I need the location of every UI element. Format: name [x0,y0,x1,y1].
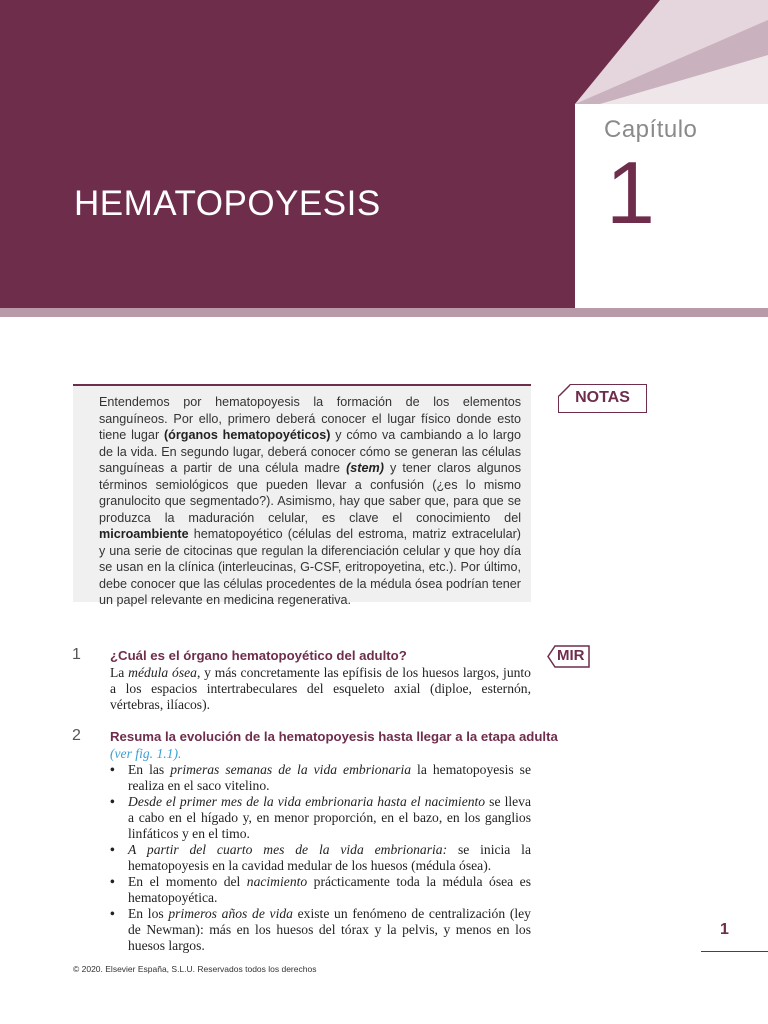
question-2-figure-reference [110,746,531,762]
intro-text-segment: hematopoyético (células del estroma, matriz extracelular) y una serie de citocinas que regulan la diferenciación celular y que hoy día se usan en la clínica (interleucinas, G-CSF, eritropoyetina, etc.). Por último, debe conocer que las células procedentes de la médula ósea podrían tener un papel relevante en medicina regenerativa. [99,527,521,607]
bullet-icon: • [110,906,115,921]
figure-ref-open: (ver [110,746,136,761]
list-item-text-segment: En los [128,906,169,921]
list-item-text-segment: se lleva a cabo en el hígado y, en menor proporción, en el bazo, en los ganglios linfáticos y en el timo. [128,794,531,841]
list-item-text-segment: existe un fenómeno de centralización (ley de Newman): más en los huesos del tórax y la pelvis, y menos en los huesos largos. [128,906,531,953]
list-item [110,762,531,794]
mir-label: MIR [557,647,585,664]
list-item-text-segment: A partir del cuarto mes de la vida embrionaria: [128,842,448,857]
question-1-answer-segment: médula ósea [128,665,197,680]
list-item-text-segment: En las [128,762,171,777]
question-1-answer-segment: , y más concretamente las epífisis de los huesos largos, junto a los espacios intertrabeculares del esqueleto axial (diploe, esternón, vértebras, ilíacos). [110,665,531,712]
mir-tag [547,645,590,668]
question-1-title: ¿Cuál es el órgano hematopoyético del adulto? [110,648,407,663]
question-2-number: 2 [72,727,81,744]
question-2-title: Resuma la evolución de la hematopoyesis hasta llegar a la etapa adulta [110,729,558,744]
chapter-title: HEMATOPOYESIS [74,184,381,223]
chapter-label: Capítulo [604,116,698,143]
list-item-text-segment: la hematopoyesis se realiza en el saco vitelino. [128,762,532,793]
bullet-icon: • [110,794,115,809]
page-number: 1 [720,921,729,938]
bullet-icon: • [110,762,115,777]
list-item [110,906,531,954]
question-1-answer-segment: La [110,665,129,680]
list-item-text-segment: prácticamente toda la médula ósea es hematopoyética. [128,874,531,905]
list-item [110,874,531,906]
list-item [110,842,531,874]
list-item [110,794,531,842]
intro-text-segment: y cómo va cambiando a lo largo de la vida. En segundo lugar, deberá conocer cómo se generan las células sanguíneas a partir de una célula madre [99,428,522,475]
header-rule [0,308,768,317]
figure-ref-link[interactable]: fig. 1.1 [135,746,174,761]
intro-summary-text [99,394,521,609]
question-1-number: 1 [72,646,81,663]
intro-text-segment: Entendemos por hematopoyesis la formación de los elementos sanguíneos. Por ello, primero deberá conocer el lugar físico donde esto tiene lugar [99,395,521,442]
hematopoiesis-stages-list [110,762,531,954]
question-1-answer [110,665,531,713]
bullet-icon: • [110,874,115,889]
list-item-text-segment: En el momento del [128,874,247,889]
intro-text-segment: y tener claros algunos términos semiológicos que pueden llevar a confusión (¿es lo mismo granulocito que segmentado?). Asimismo, hay que saber que, para que se produzca la maduración celular, es clave el conocimiento del [99,461,521,525]
bullet-icon: • [110,842,115,857]
intro-text-segment: (stem) [346,461,384,475]
notas-tag [558,384,647,413]
intro-text-segment: (órganos hematopoyéticos) [163,428,331,442]
page-number-rule [701,951,768,952]
chapter-number: 1 [606,143,655,242]
intro-text-segment: microambiente [99,527,189,541]
intro-summary-box [73,384,531,607]
list-item-text-segment: primeros años de vida [168,906,293,921]
figure-ref-close: ). [173,746,182,761]
copyright-notice: © 2020. Elsevier España, S.L.U. Reservados todos los derechos [73,964,317,974]
list-item-text-segment: se inicia la hematopoyesis en la cavidad medular de los huesos (médula ósea). [128,842,531,873]
list-item-text-segment: primeras semanas de la vida embrionaria [170,762,412,777]
notas-label: NOTAS [575,389,630,406]
list-item-text-segment: Desde el primer mes de la vida embrionaria hasta el nacimiento [128,794,486,809]
list-item-text-segment: nacimiento [246,874,308,889]
